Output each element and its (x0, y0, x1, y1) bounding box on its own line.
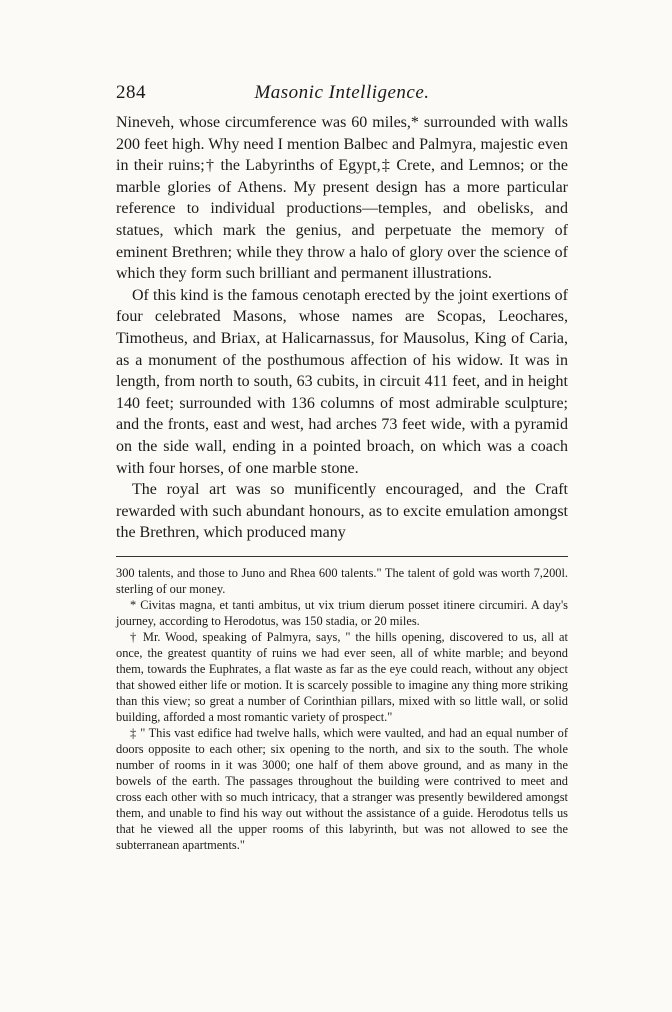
paragraph-1: Nineveh, whose circumference was 60 miles,* surrounded with walls 200 feet high. Why need I mention Balbec and Palmyra, majestic even in their ruins;† the Labyrinths of Egypt,‡ Crete, and Lemnos; or the marble glories of Athens. My present design has a more particular reference to individual productions—temples, and obelisks, and statues, which mark the genius, and perpetuate the memory of eminent Brethren; while they throw a halo of glory over the science of which they form such brilliant and permanent illustrations. (116, 114, 568, 283)
footnote-double-dagger: ‡ " This vast edifice had twelve halls, which were vaulted, and had an equal number of doors opposite to each other; six opening to the north, and six to the south. The whole number of rooms in it was 3000; one half of them above ground, and as many in the bowels of the earth. The passages throughout the building were contrived to meet and cross each other with so much intricacy, that a stranger was presently bewildered amongst them, and unable to find his way out without the assistance of a guide. Herodotus tells us that he viewed all the upper rooms of this labyrinth, but was not allowed to see the subterranean apartments." (116, 725, 568, 852)
footnote-rule (116, 556, 568, 557)
paragraph-2: Of this kind is the famous cenotaph erected by the joint exertions of four celebrated Masons, whose names are Scopas, Leochares, Timotheus, and Briax, at Halicarnassus, for Mausolus, King of Caria, as a monument of the posthumous affection of his widow. It was in length, from north to south, 63 cubits, in circuit 411 feet, and in height 140 feet; surrounded with 136 columns of most admirable sculpture; and the fronts, east and west, had arches 73 feet wide, with a pyramid on the side wall, ending in a pointed broach, on which was a coach with four horses, of one marble stone. (116, 286, 568, 477)
main-text (116, 112, 568, 544)
paragraph-3: The royal art was so munificently encouraged, and the Craft rewarded with such abundant honours, as to excite emulation amongst the Brethren, which produced many (116, 481, 568, 542)
footnote-dagger: † Mr. Wood, speaking of Palmyra, says, " the hills opening, discovered to us, all at once, the greatest quantity of ruins we had ever seen, all of white marble; and beyond them, towards the Euphrates, a flat waste as far as the eye could reach, without any object that showed either life or motion. It is scarcely possible to imagine any thing more striking than this view; so great a number of Corinthian pillars, mixed with so little wall, or solid building, afforded a most romantic variety of prospect." (116, 629, 568, 724)
footnotes (116, 565, 568, 853)
running-head: Masonic Intelligence. (254, 82, 430, 103)
page-number: 284 (116, 82, 146, 103)
footnote-continued: 300 talents, and those to Juno and Rhea 600 talents." The talent of gold was worth 7,200l. sterling of our money. (116, 565, 568, 596)
footnote-asterisk: * Civitas magna, et tanti ambitus, ut vix trium dierum posset itinere circumiri. A day's journey, according to Herodotus, was 150 stadia, or 20 miles. (116, 597, 568, 628)
book-page (116, 82, 568, 853)
page-header (116, 82, 568, 112)
